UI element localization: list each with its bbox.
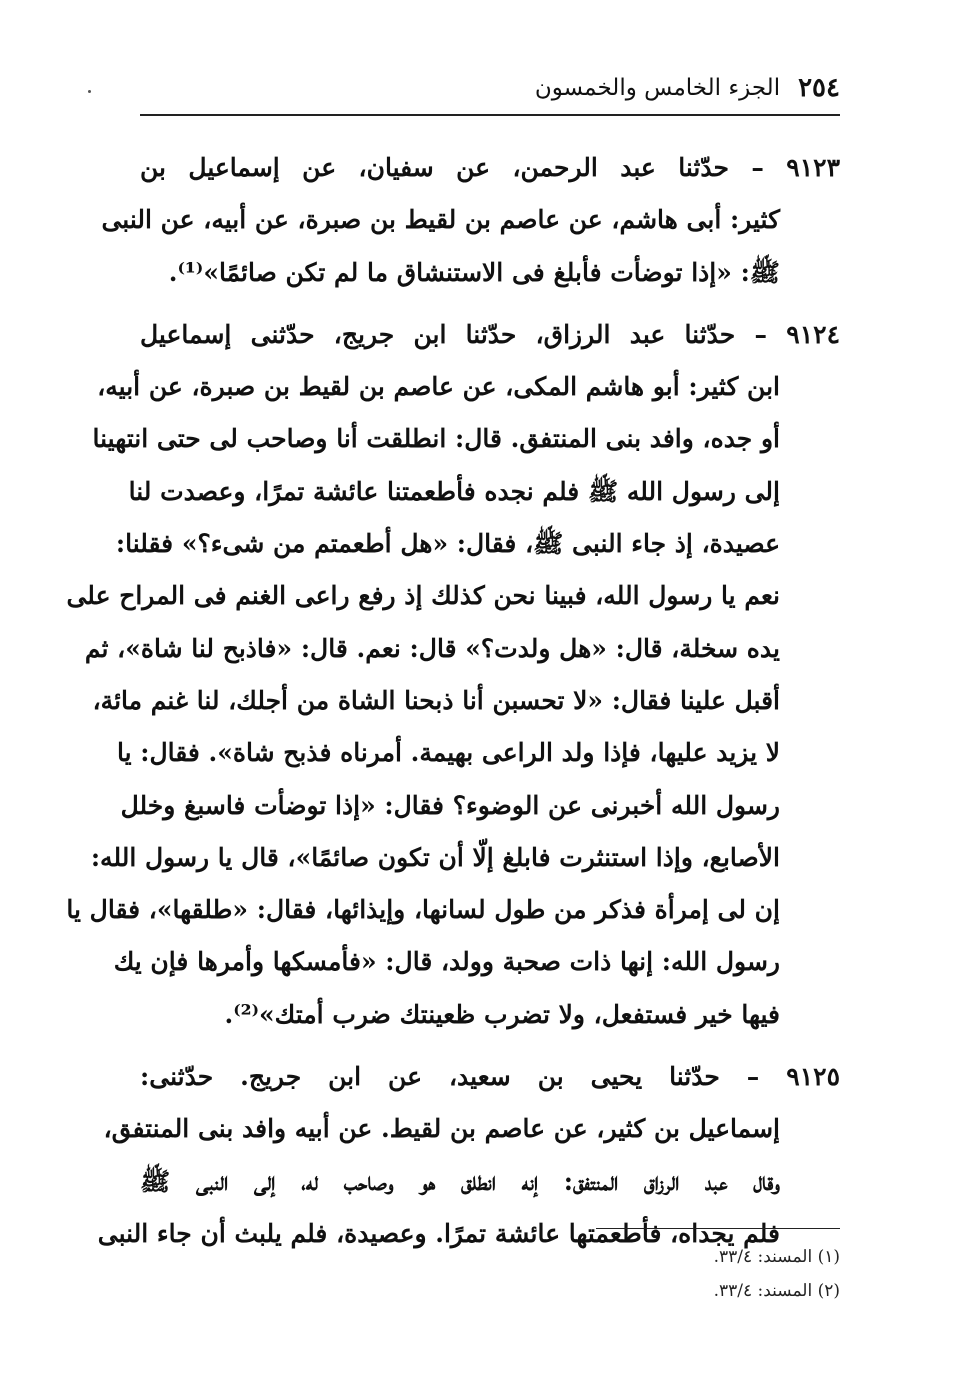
page-number: ٢٥٤: [798, 73, 840, 103]
footnote-divider: [596, 1228, 840, 1229]
text-line: عصيدة، إذ جاء النبى ﷺ، فقال: «هل أطعمتم من شىء؟» فقلنا:: [115, 529, 780, 559]
text-line: ٩١٢٥ – حدّثنا يحيى بن سعيد، عن ابن جريج. حدّثنى:: [140, 1062, 840, 1092]
hadith-paragraph-9123: [101, 142, 840, 299]
text-line: أقبل علينا فقال: «لا تحسبن أنا ذبحنا الشاة من أجلك، لنا غنم مائة،: [92, 685, 780, 715]
text-line: وقال عبد الرزاق المنتفق: إنه انطلق هو وصاحب له، إلى النبى ﷺ: [140, 1166, 780, 1196]
running-title: الجزء الخامس والخمسون: [534, 75, 781, 101]
text-line: فيها خير فستفعل، ولا تضرب ظعينتك ضرب أمتك»⁽²⁾.: [224, 999, 780, 1029]
text-line: الأصابع، وإذا استنثرت فابلغ إلّا أن تكون صائمًا»، قال يا رسول الله:: [90, 842, 780, 872]
text-line: ٩١٢٤ – حدّثنا عبد الرزاق، حدّثنا ابن جريج، حدّثنى إسماعيل: [140, 319, 840, 349]
body-text: [66, 142, 840, 1270]
hadith-paragraph-9124: [66, 309, 840, 1041]
text-line: ٩١٢٣ – حدّثنا عبد الرحمن، عن سفيان، عن إسماعيل بن: [140, 153, 840, 182]
text-line: إسماعيل بن كثير، عن عاصم بن لقيط. عن أبيه وافد بنى المنتفق،: [103, 1114, 780, 1144]
text-line: فلم يجداه، فأطعمتها عائشة تمرًا. وعصيدة، فلم يلبث أن جاء النبى: [97, 1218, 780, 1248]
footnote-1: (١) المسند: ٣٣/٤.: [713, 1247, 840, 1267]
text-line: إلى رسول الله ﷺ فلم نجده فأطعمتنا عائشة تمرًا، وعصدت لنا: [128, 476, 780, 506]
margin-dot: [88, 90, 91, 93]
text-line: أو جده، وافد بنى المنتفق. قال: انطلقت أنا وصاحب لى حتى انتهينا: [92, 424, 780, 454]
text-line: إن لى إمرأة فذكر من طول لسانها، وإيذائها، فقال: «طلقها»، فقال يا: [66, 895, 780, 925]
footnote-2: (٢) المسند: ٣٣/٤.: [713, 1281, 840, 1301]
text-line: ﷺ: «إذا توضأت فأبلغ فى الاستنشاق ما لم تكن صائمًا»⁽¹⁾.: [168, 257, 780, 287]
footnotes: [560, 1240, 840, 1308]
page-header: [140, 68, 840, 108]
text-line: رسول الله أخبرنى عن الوضوء؟ فقال: «إذا توضأت فاسبغ وخلل: [120, 790, 780, 820]
text-line: يده سخلة، قال: «هل ولدت؟» قال: نعم. قال: «فاذبح لنا شاة»، ثم: [84, 633, 780, 663]
text-line: لا يزيد عليها، فإذا ولد الراعى بهيمة. أمرناه فذبح شاة». فقال: يا: [116, 738, 780, 768]
header-divider: [140, 114, 840, 116]
text-line: نعم يا رسول الله، فبينا نحن كذلك إذ رفع راعى الغنم فى المراح على: [66, 581, 780, 611]
text-line: كثير: أبى هاشم، عن عاصم بن لقيط بن صبرة، عن أبيه، عن النبى: [101, 205, 780, 235]
text-line: رسول الله: إنها ذات صحبة وولد، قال: «فأمسكها وأمرها فإن يك: [113, 947, 780, 977]
text-line: ابن كثير: أبو هاشم المكى، عن عاصم بن لقيط بن صبرة، عن أبيه،: [97, 372, 780, 402]
